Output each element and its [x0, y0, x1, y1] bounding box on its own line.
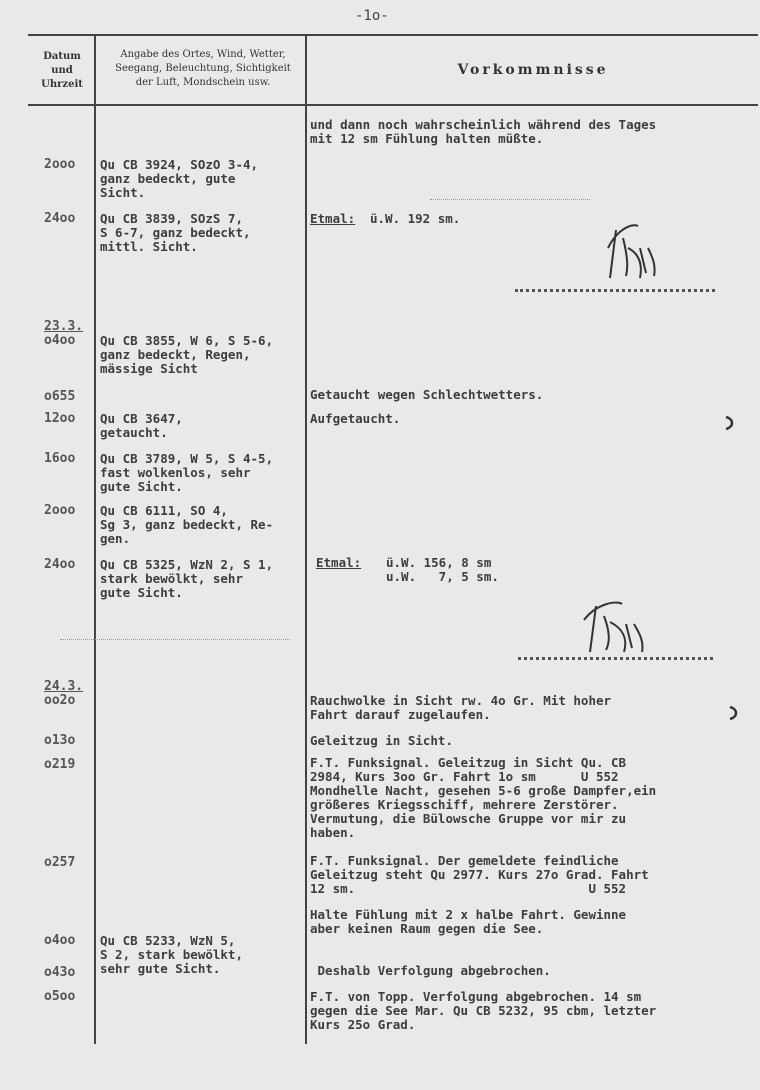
- row-event: Getaucht wegen Schlechtwetters.: [310, 387, 544, 402]
- row-event: Aufgetaucht.: [310, 411, 401, 426]
- row-event: Geleitzug steht Qu 2977. Kurs 27o Grad. Fahrt: [310, 867, 649, 882]
- row-time: o4oo: [44, 933, 76, 948]
- row-place: S 6-7, ganz bedeckt,: [100, 225, 251, 240]
- row-place: mittl. Sicht.: [100, 239, 198, 254]
- row-place: Qu CB 5233, WzN 5,: [100, 933, 236, 948]
- row-event: Halte Fühlung mit 2 x halbe Fahrt. Gewinne: [310, 907, 627, 922]
- row-time: o5oo: [44, 989, 76, 1004]
- signature-1: [598, 218, 668, 288]
- row-place: Sicht.: [100, 185, 146, 200]
- row-place: Qu CB 5325, WzN 2, S 1,: [100, 557, 274, 572]
- signature-2: [576, 598, 656, 658]
- row-time: 24oo: [44, 557, 76, 572]
- row-place: Qu CB 6111, SO 4,: [100, 503, 228, 518]
- row-place: getaucht.: [100, 425, 168, 440]
- row-event: Deshalb Verfolgung abgebrochen.: [310, 963, 551, 978]
- etmal-label: Etmal:: [316, 555, 362, 570]
- etmal-value: ü.W. 192 sm.: [370, 211, 461, 226]
- row-place: Qu CB 3855, W 6, S 5-6,: [100, 333, 274, 348]
- row-time: 2ooo: [44, 503, 76, 518]
- signature-dots-2: [518, 654, 713, 660]
- row-place: Sg 3, ganz bedeckt, Re-: [100, 517, 274, 532]
- row-event: größeres Kriegsschiff, mehrere Zerstörer.: [310, 797, 619, 812]
- row-place: Qu CB 3839, SOzS 7,: [100, 211, 243, 226]
- header-place-line: Seegang, Beleuchtung, Sichtigkeit: [115, 63, 291, 74]
- row-date: 23.3.: [44, 319, 84, 334]
- row-event: Kurs 25o Grad.: [310, 1017, 416, 1032]
- row-time: 24oo: [44, 211, 76, 226]
- header-place-line: der Luft, Mondschein usw.: [135, 77, 271, 88]
- row-time: o43o: [44, 965, 76, 980]
- col-rule-1: [94, 34, 96, 1044]
- header-date-line: und: [51, 65, 73, 76]
- row-place: gute Sicht.: [100, 585, 183, 600]
- row-time: o4oo: [44, 333, 76, 348]
- header-date-line: Datum: [43, 51, 81, 62]
- row-place: ganz bedeckt, gute: [100, 171, 236, 186]
- etmal-value-2: u.W. 7, 5 sm.: [386, 569, 499, 584]
- row-place: S 2, stark bewölkt,: [100, 947, 243, 962]
- signature-dots-1: [515, 286, 715, 292]
- row-time: 16oo: [44, 451, 76, 466]
- row-date: 24.3.: [44, 679, 84, 694]
- row-event: 2984, Kurs 3oo Gr. Fahrt 1o sm U 552: [310, 769, 619, 784]
- page-number: -1o-: [355, 8, 389, 24]
- header-rule: [28, 104, 758, 106]
- row-time: 12oo: [44, 411, 76, 426]
- row-time: o13o: [44, 733, 76, 748]
- row-event: Mondhelle Nacht, gesehen 5-6 große Dampfer,ein: [310, 783, 657, 798]
- row-event: F.T. Funksignal. Der gemeldete feindliche: [310, 853, 619, 868]
- row-place: gen.: [100, 531, 131, 546]
- row-event: Vermutung, die Bülowsche Gruppe vor mir zu: [310, 811, 627, 826]
- punch-hole-mark: [726, 706, 738, 720]
- etmal-value: ü.W. 156, 8 sm: [386, 555, 492, 570]
- row-time: oo2o: [44, 693, 76, 708]
- row-place: mässige Sicht: [100, 361, 198, 376]
- faint-divider: [60, 638, 290, 640]
- row-place: stark bewölkt, sehr: [100, 571, 243, 586]
- continuation-line: und dann noch wahrscheinlich während des Tages: [310, 117, 657, 132]
- row-event: Fahrt darauf zugelaufen.: [310, 707, 491, 722]
- row-place: Qu CB 3789, W 5, S 4-5,: [100, 451, 274, 466]
- row-event: gegen die See Mar. Qu CB 5232, 95 cbm, letzter: [310, 1003, 657, 1018]
- row-place: gute Sicht.: [100, 479, 183, 494]
- header-place: [98, 48, 308, 90]
- header-date: [30, 50, 94, 92]
- row-place: Qu CB 3924, SOzO 3-4,: [100, 157, 259, 172]
- punch-hole-mark: [722, 416, 734, 430]
- header-events: Vorkommnisse: [457, 62, 609, 78]
- row-event: F.T. von Topp. Verfolgung abgebrochen. 14 sm: [310, 989, 642, 1004]
- continuation-line: mit 12 sm Fühlung halten müßte.: [310, 131, 544, 146]
- row-time: o655: [44, 389, 76, 404]
- row-event: aber keinen Raum gegen die See.: [310, 921, 544, 936]
- row-place: sehr gute Sicht.: [100, 961, 221, 976]
- row-event: haben.: [310, 825, 356, 840]
- header-date-line: Uhrzeit: [41, 79, 83, 90]
- row-event: 12 sm. U 552: [310, 881, 627, 896]
- top-rule: [28, 34, 758, 36]
- row-place: fast wolkenlos, sehr: [100, 465, 251, 480]
- row-place: Qu CB 3647,: [100, 411, 183, 426]
- faint-divider: [430, 198, 590, 200]
- row-event: Rauchwolke in Sicht rw. 4o Gr. Mit hoher: [310, 693, 612, 708]
- etmal-label: Etmal:: [310, 211, 356, 226]
- row-event: F.T. Funksignal. Geleitzug in Sicht Qu. CB: [310, 755, 627, 770]
- row-time: 2ooo: [44, 157, 76, 172]
- row-place: ganz bedeckt, Regen,: [100, 347, 251, 362]
- col-rule-2: [305, 34, 307, 1044]
- header-place-line: Angabe des Ortes, Wind, Wetter,: [120, 49, 286, 60]
- row-time: o257: [44, 855, 76, 870]
- row-time: o219: [44, 757, 76, 772]
- row-event: Geleitzug in Sicht.: [310, 733, 453, 748]
